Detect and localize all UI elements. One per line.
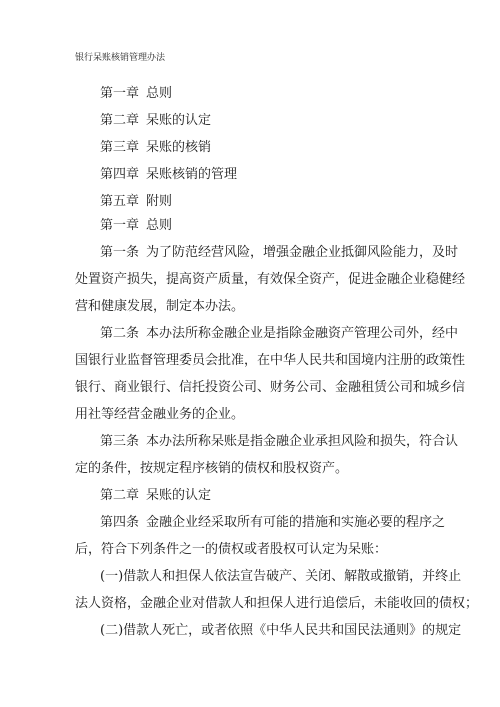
chapter-heading bbox=[75, 212, 435, 239]
article-line bbox=[75, 428, 459, 455]
chapter-title: 呆账的认定 bbox=[146, 488, 212, 503]
toc-chapter-number: 第五章 bbox=[100, 194, 140, 209]
article-text: 本办法所称金融企业是指除金融资产管理公司外，经中 bbox=[146, 326, 459, 341]
article-line bbox=[75, 239, 459, 266]
article-1 bbox=[75, 239, 466, 320]
article-line: 后，符合下列条件之一的债权或者股权可认定为呆账： bbox=[75, 542, 388, 557]
toc-chapter-title: 呆账核销的管理 bbox=[146, 167, 238, 182]
article-line: 银行、商业银行、信托投资公司、财务公司、金融租赁公司和城乡信 bbox=[75, 380, 466, 395]
chapter-heading bbox=[75, 482, 435, 509]
article-text: 本办法所称呆账是指金融企业承担风险和损失，符合认 bbox=[146, 434, 459, 449]
article-line bbox=[75, 509, 446, 536]
article-3 bbox=[75, 428, 459, 482]
article-number: 第一条 bbox=[100, 245, 140, 260]
toc-item bbox=[100, 107, 460, 134]
article-line: 定的条件，按规定程序核销的债权和股权资产。 bbox=[75, 461, 349, 476]
article-text: 金融企业经采取所有可能的措施和实施必要的程序之 bbox=[146, 515, 446, 530]
chapter-title: 总则 bbox=[146, 218, 173, 233]
chapter-number: 第一章 bbox=[100, 218, 140, 233]
document-header: 银行呆账核销管理办法 bbox=[75, 53, 166, 63]
toc-chapter-title: 呆账的核销 bbox=[146, 140, 212, 155]
toc-chapter-number: 第三章 bbox=[100, 140, 140, 155]
article-4 bbox=[75, 509, 446, 563]
article-line: 用社等经营金融业务的企业。 bbox=[75, 407, 245, 422]
article-text: 为了防范经营风险，增强金融企业抵御风险能力，及时 bbox=[146, 245, 459, 260]
article-number: 第三条 bbox=[100, 434, 140, 449]
clause-line: 法人资格，金融企业对借款人和担保人进行追偿后，未能收回的债权； bbox=[75, 596, 479, 611]
toc-chapter-title: 总则 bbox=[146, 86, 173, 101]
document-body bbox=[75, 212, 479, 644]
clause-line: (二)借款人死亡，或者依照《中华人民共和国民法通则》的规定 bbox=[100, 623, 462, 638]
chapter-number: 第二章 bbox=[100, 488, 140, 503]
toc-chapter-number: 第一章 bbox=[100, 86, 140, 101]
article-2 bbox=[75, 320, 466, 428]
article-line: 营和健康发展，制定本办法。 bbox=[75, 299, 245, 314]
clause-item-2 bbox=[75, 617, 462, 644]
article-line bbox=[75, 320, 459, 347]
toc-chapter-title: 呆账的认定 bbox=[146, 113, 212, 128]
clause-line: (一)借款人和担保人依法宣告破产、关闭、解散或撤销，并终止 bbox=[100, 569, 462, 584]
toc-chapter-number: 第二章 bbox=[100, 113, 140, 128]
article-line: 国银行业监督管理委员会批准，在中华人民共和国境内注册的政策性 bbox=[75, 353, 466, 368]
toc-item bbox=[100, 134, 460, 161]
article-number: 第二条 bbox=[100, 326, 140, 341]
toc-chapter-number: 第四章 bbox=[100, 167, 140, 182]
toc-item bbox=[100, 188, 460, 215]
clause-item-1 bbox=[75, 563, 479, 617]
table-of-contents bbox=[100, 80, 460, 215]
toc-item bbox=[100, 161, 460, 188]
toc-chapter-title: 附则 bbox=[146, 194, 173, 209]
article-line: 处置资产损失，提高资产质量，有效保全资产，促进金融企业稳健经 bbox=[75, 272, 466, 287]
article-number: 第四条 bbox=[100, 515, 140, 530]
toc-item bbox=[100, 80, 460, 107]
